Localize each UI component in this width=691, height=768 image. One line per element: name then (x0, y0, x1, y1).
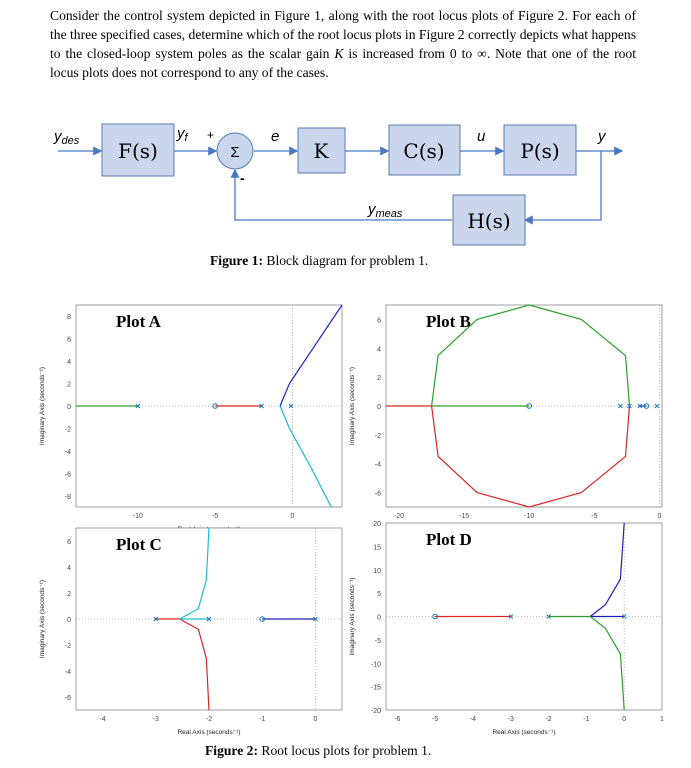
block-P-label: P(s) (520, 139, 560, 163)
y-tick-label: 8 (67, 314, 71, 322)
signal-ymeas: $y_{meas}$ (368, 201, 403, 220)
x-tick-label: -2 (545, 716, 552, 723)
y-axis-label: Imaginary Axis (seconds⁻¹) (349, 366, 356, 446)
y-axis-label: Imaginary Axis (seconds⁻¹) (39, 579, 46, 659)
x-tick-label: 0 (657, 513, 662, 520)
signal-y: y (598, 128, 606, 145)
sum-plus-sign: + (207, 128, 215, 142)
x-tick-label: -20 (393, 513, 405, 520)
x-tick-label: -3 (152, 716, 159, 723)
root-locus-plot-d (340, 515, 670, 740)
y-tick-label: -15 (370, 684, 381, 692)
x-tick-label: 0 (622, 716, 627, 723)
x-tick-label: 0 (290, 513, 295, 520)
y-tick-label: -4 (64, 448, 71, 456)
sum-label: Σ (230, 144, 240, 161)
plot-title: Plot A (116, 312, 161, 331)
y-tick-label: 0 (377, 404, 381, 411)
x-tick-label: -5 (591, 513, 598, 520)
y-tick-label: -20 (370, 708, 381, 715)
y-tick-label: 2 (67, 591, 71, 598)
x-tick-label: 1 (660, 716, 664, 723)
sum-minus-sign: - (240, 170, 245, 186)
y-tick-label: -4 (374, 461, 381, 469)
y-tick-label: -6 (64, 695, 71, 702)
x-tick-label: 0 (313, 716, 318, 723)
signal-yf: $y_f$ (177, 125, 188, 144)
figure2-caption: Figure 2: Root locus plots for problem 1. (205, 743, 432, 758)
y-tick-label: 10 (373, 567, 381, 575)
block-H-label: H(s) (467, 209, 511, 233)
y-tick-label: 4 (67, 359, 71, 367)
y-tick-label: 4 (67, 565, 71, 572)
x-axis-label: Real Axis (seconds⁻¹) (492, 729, 556, 736)
y-tick-label: -10 (370, 661, 381, 669)
block-F-label: F(s) (118, 139, 158, 163)
block-C-label: C(s) (403, 139, 445, 163)
root-locus-plot-a (30, 297, 350, 537)
x-tick-label: -5 (432, 716, 439, 723)
y-tick-label: 6 (67, 336, 71, 344)
problem-statement: Consider the control system depicted in Figure 1, along with the root locus plots of Figure 2. For each of the three specified cases, determine which of the root locus plots in Figure 2 correctly depicts what happens to the closed-loop system poles as the scalar gain K is increased from 0 to ∞. Note that one of the root locus plots does not correspond to any of the cases. (50, 8, 636, 80)
x-tick-label: -15 (459, 513, 470, 520)
signal-e: e (271, 128, 280, 145)
root-locus-plot-c (30, 520, 350, 740)
plot-title: Plot D (426, 530, 472, 549)
x-tick-label: -1 (259, 716, 266, 723)
y-tick-label: 4 (377, 346, 381, 354)
root-locus-plot-b (340, 297, 670, 537)
y-axis-label: Imaginary Axis (seconds⁻¹) (349, 577, 356, 656)
y-tick-label: 5 (377, 591, 381, 599)
y-tick-label: 15 (373, 544, 381, 552)
y-tick-label: 0 (67, 404, 71, 411)
block-K-label: K (313, 139, 329, 163)
y-tick-label: -6 (64, 471, 71, 479)
x-tick-label: -4 (99, 716, 106, 723)
x-tick-label: -1 (583, 716, 590, 723)
x-tick-label: -4 (469, 716, 477, 723)
x-tick-label: -3 (507, 716, 514, 723)
y-tick-label: -8 (64, 493, 71, 501)
y-tick-label: 2 (67, 381, 71, 389)
x-axis-label: Real Axis (seconds⁻¹) (177, 729, 241, 736)
x-tick-label: -6 (394, 716, 401, 723)
x-tick-label: -5 (212, 513, 219, 520)
y-tick-label: 2 (377, 375, 381, 383)
x-tick-label: -10 (132, 513, 143, 520)
y-tick-label: 6 (377, 317, 381, 325)
signal-ydes: $y_{des}$ (54, 128, 80, 147)
x-tick-label: -10 (524, 513, 535, 520)
y-tick-label: -4 (64, 669, 71, 676)
plot-title: Plot B (426, 312, 471, 331)
y-tick-label: -2 (64, 426, 71, 434)
y-tick-label: 0 (67, 617, 71, 624)
signal-u: u (477, 128, 486, 145)
y-tick-label: -2 (64, 643, 71, 650)
y-tick-label: 0 (377, 614, 381, 622)
y-tick-label: -2 (374, 432, 381, 440)
y-axis-label: Imaginary Axis (seconds⁻¹) (39, 366, 46, 446)
figure1-caption: Figure 1: Block diagram for problem 1. (210, 253, 429, 268)
y-tick-label: -6 (374, 490, 381, 498)
y-tick-label: 6 (67, 539, 71, 546)
y-tick-label: -5 (374, 637, 381, 645)
y-tick-label: 20 (373, 521, 381, 528)
x-tick-label: -2 (205, 716, 213, 723)
plot-title: Plot C (116, 535, 162, 554)
